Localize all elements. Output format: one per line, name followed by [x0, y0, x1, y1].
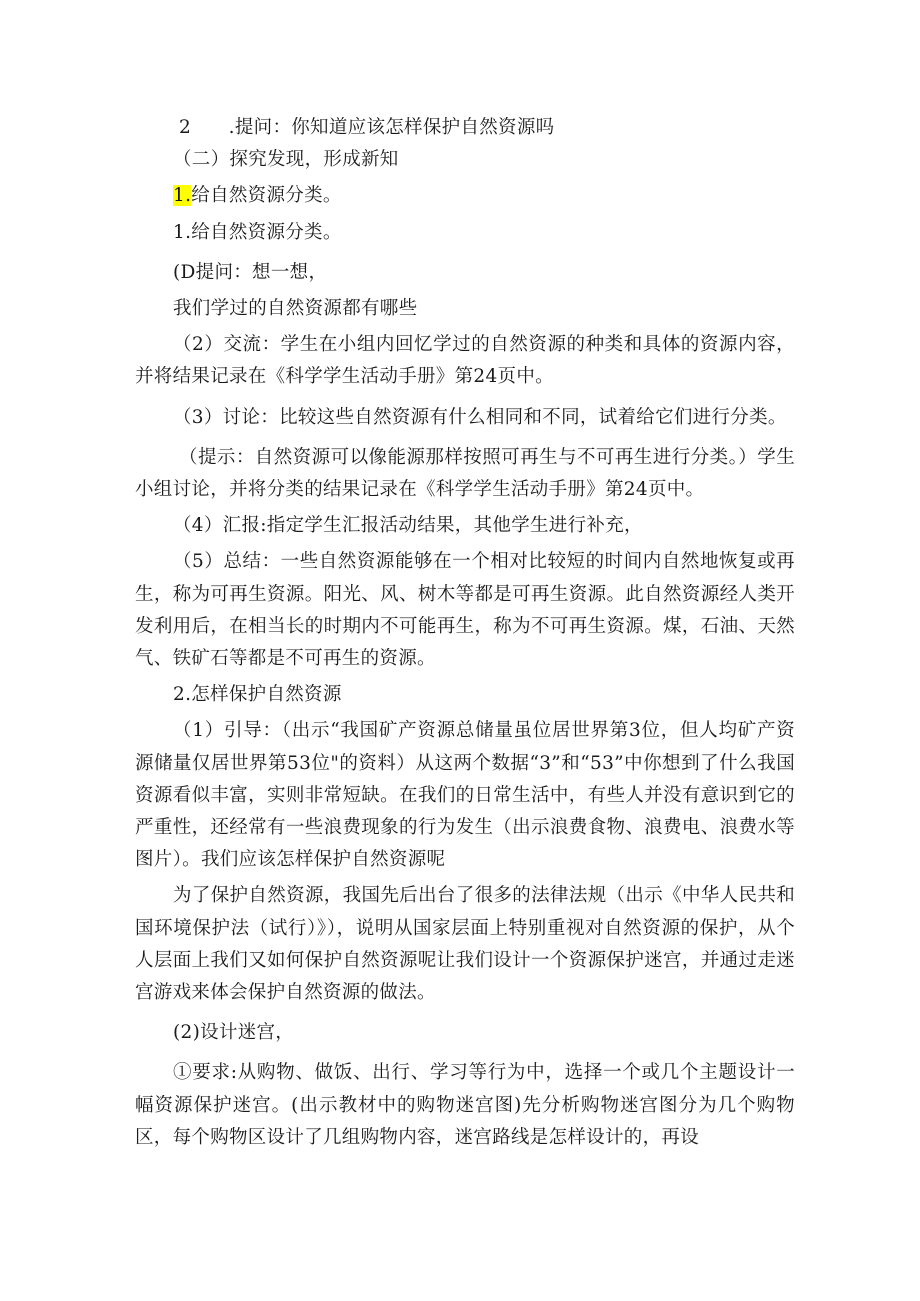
heading-how-protect: 2.怎样保护自然资源: [173, 684, 342, 706]
paragraph-exchange: （2）交流：学生在小组内回忆学过的自然资源的种类和具体的资源内容，并将结果记录在《科学学生活动手册》第24页中。: [135, 334, 795, 388]
document-body: [135, 112, 795, 1154]
paragraph-question-think: (D提问：想一想，: [173, 261, 328, 283]
paragraph-requirements: ①要求:从购物、做饭、出行、学习等行为中，选择一个或几个主题设计一幅资源保护迷宫。(出示教材中的购物迷宫图)先分析购物迷宫图分为几个购物区，每个购物区设计了几组购物内容，迷宫路线是怎样设计的，再设: [135, 1062, 795, 1148]
section-heading-explore: （二）探究发现，形成新知: [173, 149, 399, 171]
paragraph-resources-learned: 我们学过的自然资源都有哪些: [173, 298, 418, 320]
paragraph-guide: （1）引导：（出示“我国矿产资源总储量虽位居世界第3位，但人均矿产资源储量仅居世界第53位"的资料）从这两个数据“3”和“53”中你想到了什么我国资源看似丰富，实则非常短缺。在我们的日常生活中，有些人并没有意识到它的严重性，还经常有一些浪费现象的行为发生（出示浪费食物、浪费电、浪费水等图片）。我们应该怎样保护自然资源呢: [135, 720, 795, 871]
heading-design-maze: (2)设计迷宫，: [173, 1022, 295, 1044]
highlight-mark: 1.: [173, 185, 192, 207]
heading-classify-text: 给自然资源分类。: [191, 185, 342, 207]
heading-classify: 1.给自然资源分类。: [173, 221, 342, 243]
paragraph-hint: （提示：自然资源可以像能源那样按照可再生与不可再生进行分类。）学生小组讨论，并将分类的结果记录在《科学学生活动手册》第24页中。: [135, 446, 795, 501]
paragraph-summary: （5）总结：一些自然资源能够在一个相对比较短的时间内自然地恢复或再生，称为可再生资源。阳光、风、树木等都是可再生资源。此自然资源经人类开发利用后，在相当长的时期内不可能再生，称为不可再生资源。煤，石油、天然气、铁矿石等都是不可再生的资源。: [135, 551, 795, 670]
paragraph-question-protect: 2 .提问：你知道应该怎样保护自然资源吗: [179, 117, 555, 138]
paragraph-laws: 为了保护自然资源，我国先后出台了很多的法律法规（出示《中华人民共和国环境保护法（试行）》），说明从国家层面上特别重视对自然资源的保护，从个人层面上我们又如何保护自然资源呢让我们设计一个资源保护迷宫，并通过走迷宫游戏来体会保护自然资源的做法。: [135, 885, 795, 1004]
heading-classify-highlighted: [135, 180, 795, 212]
paragraph-discuss: （3）讨论：比较这些自然资源有什么相同和不同，试着给它们进行分类。: [173, 406, 787, 428]
paragraph-report: （4）汇报:指定学生汇报活动结果，其他学生进行补充，: [173, 515, 643, 537]
